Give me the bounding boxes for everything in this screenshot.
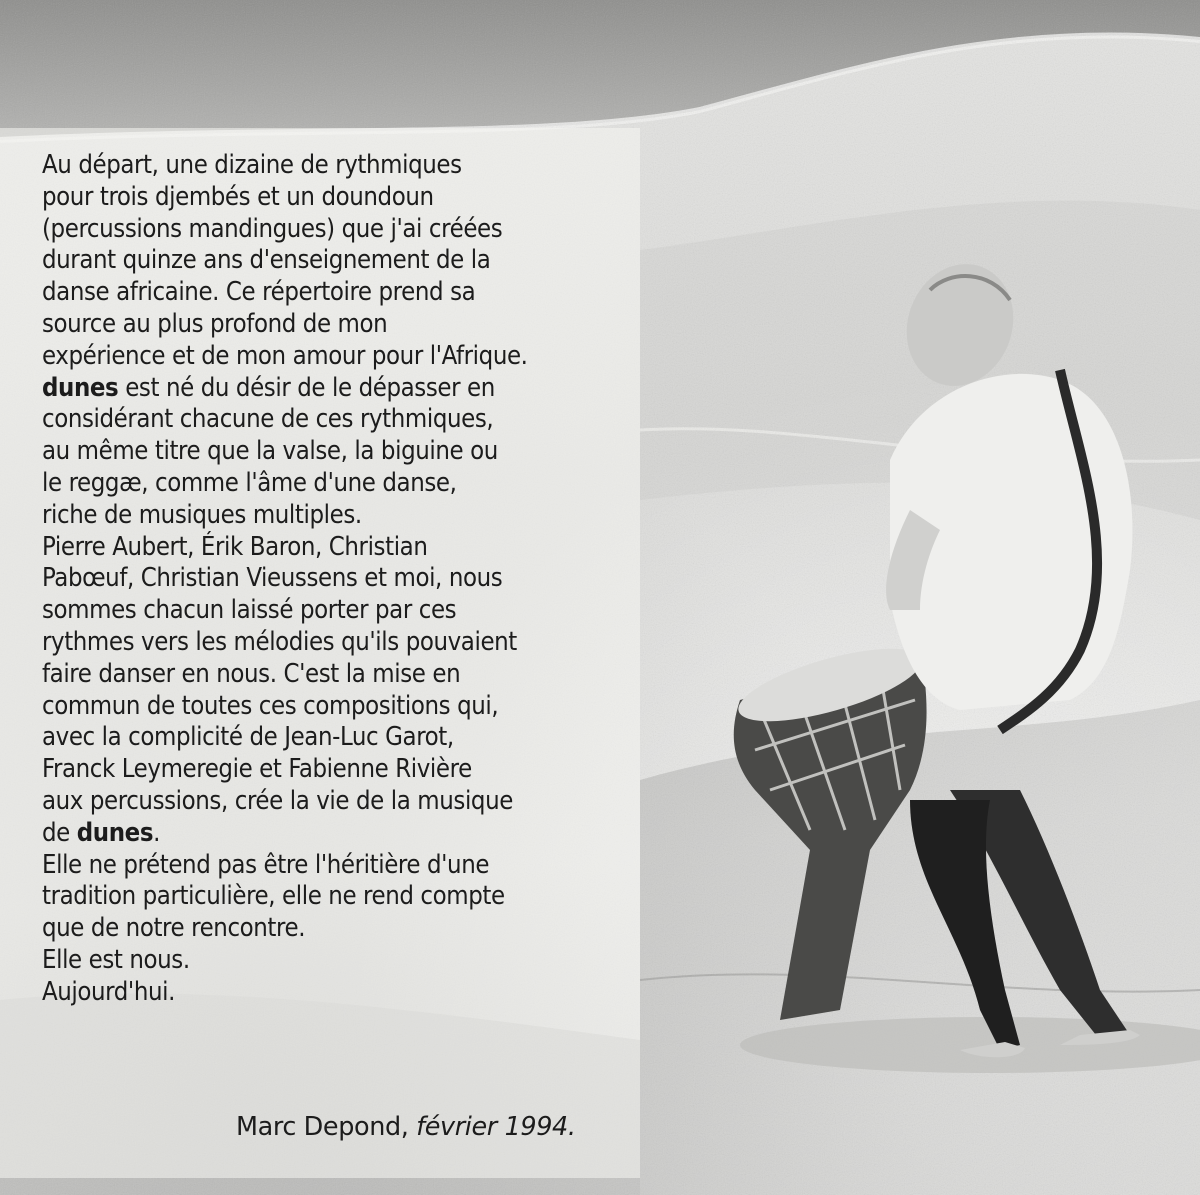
- text-line: [42, 722, 662, 754]
- text-line: [42, 277, 662, 309]
- text-fragment: sommes chacun laissé porter par ces: [42, 595, 457, 626]
- drummer-photo: [660, 230, 1200, 1130]
- text-line: [42, 595, 662, 627]
- text-fragment: tradition particulière, elle ne rend compte: [42, 881, 505, 912]
- text-fragment: considérant chacune de ces rythmiques,: [42, 404, 494, 435]
- text-fragment: pour trois djembés et un doundoun: [42, 181, 434, 212]
- text-fragment: durant quinze ans d'enseignement de la: [42, 245, 491, 276]
- text-fragment: le reggæ, comme l'âme d'une danse,: [42, 467, 457, 498]
- text-fragment: Au départ, une dizaine de rythmiques: [42, 150, 462, 180]
- text-line: [42, 341, 662, 373]
- text-fragment: Pabœuf, Christian Vieussens et moi, nous: [42, 563, 503, 594]
- text-line: [42, 182, 662, 214]
- text-fragment: que de notre rencontre.: [42, 913, 306, 944]
- text-line: [42, 436, 662, 468]
- text-fragment: Franck Leymeregie et Fabienne Rivière: [42, 754, 472, 785]
- liner-note-text: [42, 150, 662, 1009]
- text-fragment: (percussions mandingues) que j'ai créées: [42, 213, 503, 244]
- text-fragment: riche de musiques multiples.: [42, 499, 362, 530]
- signature-author: Marc Depond,: [236, 1112, 409, 1142]
- signature-date: février 1994.: [416, 1112, 576, 1142]
- text-line: [42, 881, 662, 913]
- signature: [236, 1112, 576, 1142]
- text-line: [42, 850, 662, 882]
- text-fragment: Elle est nous.: [42, 944, 190, 975]
- text-line: [42, 563, 662, 595]
- text-fragment: aux percussions, crée la vie de la musique: [42, 785, 513, 816]
- text-line: [42, 532, 662, 564]
- text-line: [42, 754, 662, 786]
- text-fragment: est né du désir de le dépasser en: [118, 372, 495, 403]
- text-fragment: Pierre Aubert, Érik Baron, Christian: [42, 531, 428, 562]
- text-fragment: faire danser en nous. C'est la mise en: [42, 658, 461, 689]
- text-line: [42, 913, 662, 945]
- text-line: [42, 786, 662, 818]
- text-line: [42, 214, 662, 246]
- text-line: [42, 373, 662, 405]
- text-fragment: danse africaine. Ce répertoire prend sa: [42, 277, 476, 308]
- text-line: [42, 818, 662, 850]
- text-line: [42, 945, 662, 977]
- text-line: [42, 150, 662, 182]
- text-line: [42, 691, 662, 723]
- text-line: [42, 500, 662, 532]
- text-fragment: Elle ne prétend pas être l'héritière d'une: [42, 849, 490, 880]
- text-fragment: source au plus profond de mon: [42, 308, 388, 339]
- title-word: dunes: [42, 372, 119, 403]
- title-word: dunes: [76, 817, 154, 848]
- text-fragment: commun de toutes ces compositions qui,: [42, 690, 499, 721]
- text-line: [42, 977, 662, 1009]
- text-fragment: au même titre que la valse, la biguine ou: [42, 436, 498, 467]
- text-fragment: avec la complicité de Jean-Luc Garot,: [42, 722, 454, 753]
- text-fragment: .: [153, 817, 160, 848]
- text-line: [42, 627, 662, 659]
- text-fragment: expérience et de mon amour pour l'Afrique.: [42, 340, 528, 371]
- text-line: [42, 468, 662, 500]
- text-line: [42, 309, 662, 341]
- text-line: [42, 245, 662, 277]
- text-line: [42, 404, 662, 436]
- text-line: [42, 659, 662, 691]
- text-fragment: Aujourd'hui.: [42, 976, 175, 1007]
- text-fragment: rythmes vers les mélodies qu'ils pouvaient: [42, 626, 517, 657]
- text-fragment: de: [42, 817, 77, 848]
